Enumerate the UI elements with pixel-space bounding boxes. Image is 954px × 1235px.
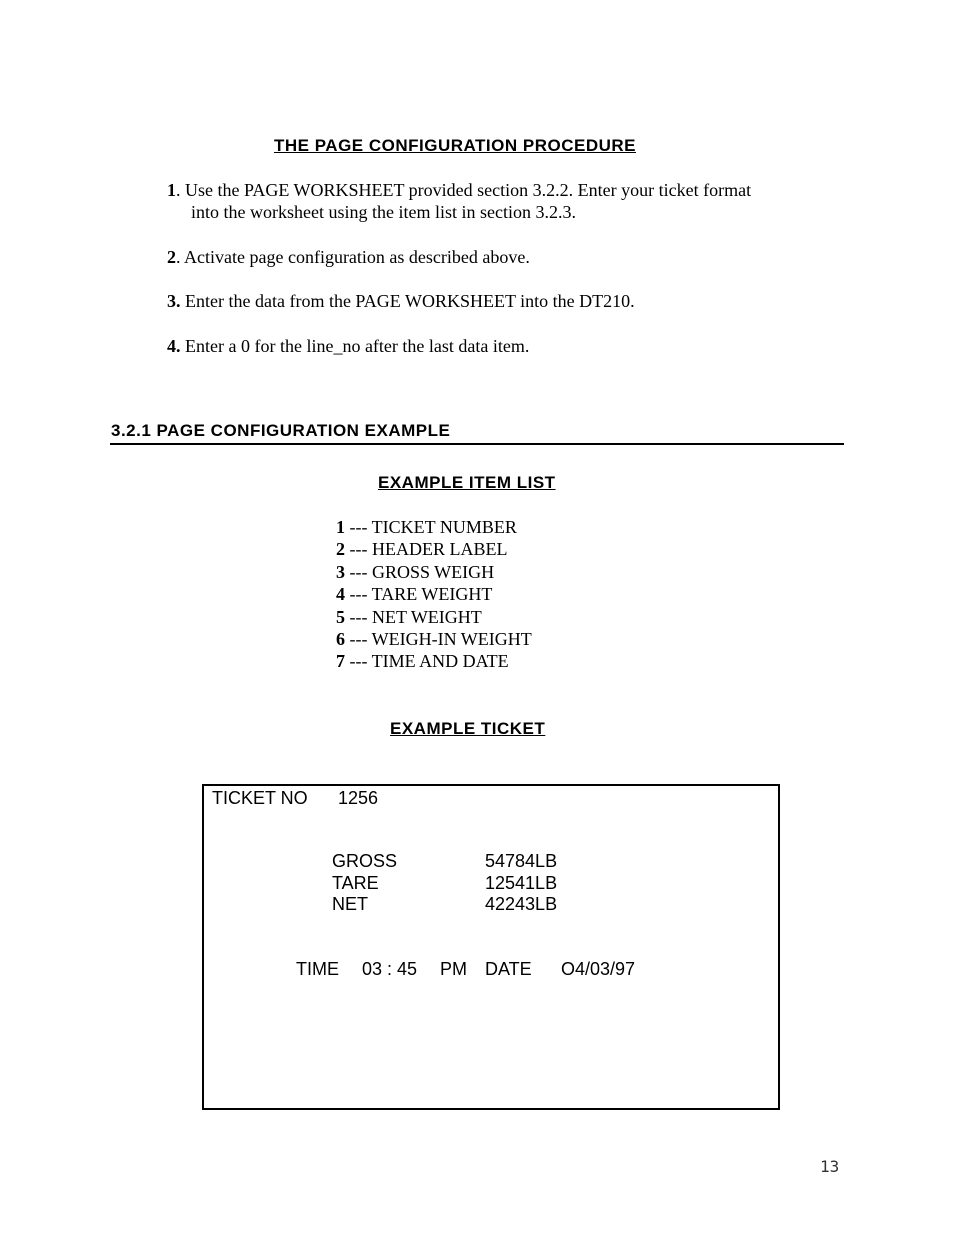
step-text: Enter the data from the PAGE WORKSHEET into the DT210. xyxy=(180,291,635,311)
time-value: 03 : 45 xyxy=(362,959,418,979)
date-value: O4/03/97 xyxy=(561,959,636,979)
page-number: 13 xyxy=(820,1157,840,1176)
tare-value: 12541LB xyxy=(485,873,558,893)
section-divider xyxy=(110,443,844,445)
step-number: 1 xyxy=(167,180,176,200)
gross-label: GROSS xyxy=(332,851,398,871)
tare-label: TARE xyxy=(332,873,379,893)
list-item: 3 --- GROSS WEIGH xyxy=(336,561,495,582)
list-item: 6 --- WEIGH-IN WEIGHT xyxy=(336,629,532,650)
list-item: 7 --- TIME AND DATE xyxy=(336,651,509,672)
section-title: 3.2.1 PAGE CONFIGURATION EXAMPLE xyxy=(111,421,451,440)
step-number: 3. xyxy=(167,291,181,311)
list-item: 4 --- TARE WEIGHT xyxy=(336,584,493,605)
item-list-title: EXAMPLE ITEM LIST xyxy=(378,473,556,492)
ticket-no-label: TICKET NO xyxy=(212,788,308,808)
list-item: 5 --- NET WEIGHT xyxy=(336,606,482,627)
step-3 xyxy=(167,290,635,312)
ticket-no-value: 1256 xyxy=(338,788,379,808)
example-ticket xyxy=(202,784,780,1110)
step-number: 2 xyxy=(167,247,176,267)
net-value: 42243LB xyxy=(485,894,558,914)
list-item: 1 --- TICKET NUMBER xyxy=(336,517,517,537)
item-list xyxy=(336,516,532,673)
time-label: TIME xyxy=(296,959,339,979)
step-text: Enter a 0 for the line_no after the last data item. xyxy=(180,336,530,356)
step-text: . Use the PAGE WORKSHEET provided section 3.2.2. Enter your ticket format xyxy=(176,180,752,200)
step-1 xyxy=(167,179,751,201)
step-text: . Activate page configuration as described above. xyxy=(176,247,530,267)
gross-value: 54784LB xyxy=(485,851,558,871)
procedure-title: THE PAGE CONFIGURATION PROCEDURE xyxy=(274,136,636,155)
list-item: 2 --- HEADER LABEL xyxy=(336,539,508,560)
step-4 xyxy=(167,335,529,357)
ampm: PM xyxy=(440,959,467,979)
date-label: DATE xyxy=(485,959,532,979)
ticket-title: EXAMPLE TICKET xyxy=(390,719,546,738)
step-number: 4. xyxy=(167,336,181,356)
net-label: NET xyxy=(332,894,368,914)
step-2 xyxy=(167,246,530,268)
step-1-continued: into the worksheet using the item list in section 3.2.3. xyxy=(191,202,576,222)
